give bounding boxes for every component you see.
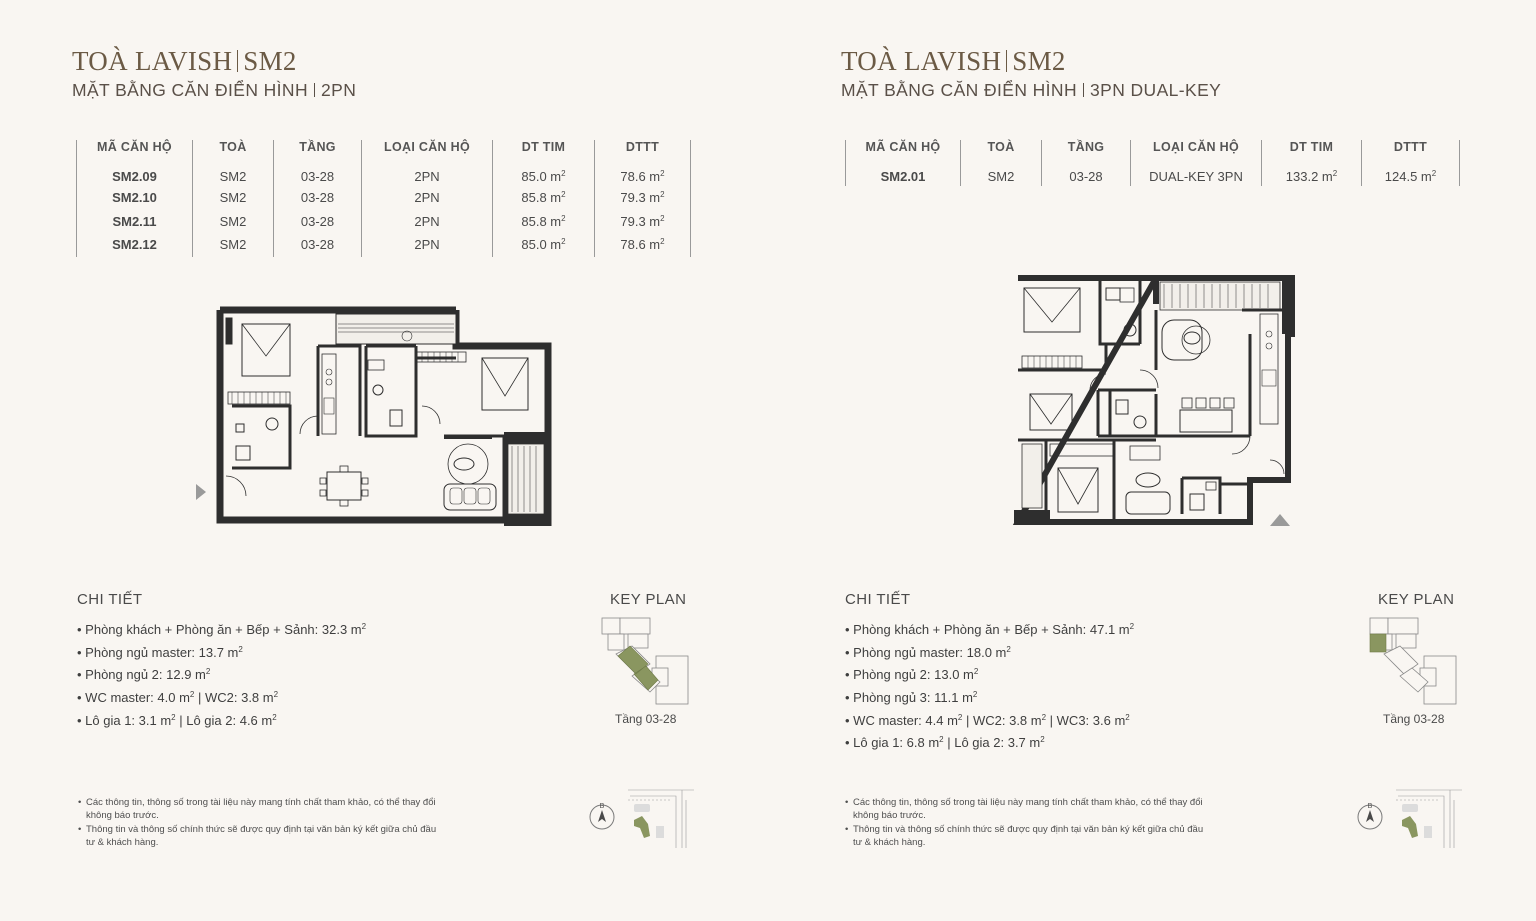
- cell-tower: SM2: [193, 186, 274, 210]
- page-subtitle: [72, 80, 356, 101]
- header-floor: TẦNG: [274, 140, 362, 160]
- header-floor: TẦNG: [1042, 140, 1131, 160]
- header-unit-code: MÃ CĂN HỘ: [846, 140, 961, 160]
- page-title: [841, 46, 1066, 77]
- cell-tower: SM2: [961, 160, 1042, 186]
- subtitle-type: 3PN DUAL-KEY: [1090, 80, 1222, 100]
- cell-floor: 03-28: [274, 160, 362, 186]
- header-unit-code: MÃ CĂN HỘ: [77, 140, 193, 160]
- list-item: • Phòng khách + Phòng ăn + Bếp + Sảnh: 47.1 $m^2$: [845, 622, 1134, 645]
- table-row: [77, 160, 691, 186]
- floor-plan-3pn-dual-key: [1010, 274, 1300, 530]
- table-row: [77, 186, 691, 210]
- details-heading: CHI TIẾT: [77, 591, 143, 608]
- cell-type: 2PN: [362, 210, 493, 234]
- cell-tower: SM2: [193, 160, 274, 186]
- header-unit-type: LOẠI CĂN HỘ: [1131, 140, 1262, 160]
- cell-type: 2PN: [362, 233, 493, 257]
- details-list: [77, 622, 366, 735]
- header-dt-tim: DT TIM: [493, 140, 595, 160]
- title-building: TOÀ LAVISH: [841, 46, 1002, 76]
- cell-code: SM2.10: [77, 186, 193, 210]
- list-item: • Phòng ngủ master: 18.0 $m^2$: [845, 645, 1134, 668]
- key-plan-diagram: [598, 616, 692, 708]
- list-item: • Phòng khách + Phòng ăn + Bếp + Sảnh: 32.3 $m^2$: [77, 622, 366, 645]
- cell-dttt: 124.5 $m^2$: [1362, 160, 1460, 186]
- key-plan-title: KEY PLAN: [610, 591, 687, 608]
- note-item: • Thông tin và thông số chính thức sẽ được quy định tại văn bản ký kết giữa chủ đầu tư & khách hàng.: [78, 823, 438, 850]
- details-heading: CHI TIẾT: [845, 591, 911, 608]
- table-header-row: [846, 140, 1460, 160]
- note-item: • Thông tin và thông số chính thức sẽ được quy định tại văn bản ký kết giữa chủ đầu tư & khách hàng.: [845, 823, 1205, 850]
- unit-spec-table: [845, 140, 1460, 186]
- list-item: • Phòng ngủ master: 13.7 $m^2$: [77, 645, 366, 668]
- cell-dttt: 79.3 $m^2$: [595, 210, 691, 234]
- key-plan-floor: Tầng 03-28: [615, 712, 677, 726]
- list-item: • Phòng ngủ 3: 11.1 $m^2$: [845, 690, 1134, 713]
- page-subtitle: [841, 80, 1221, 101]
- table-row: [77, 210, 691, 234]
- cell-tower: SM2: [193, 233, 274, 257]
- compass-north-label: B: [599, 803, 605, 810]
- title-tower: SM2: [1012, 46, 1066, 76]
- header-dt-tim: DT TIM: [1262, 140, 1362, 160]
- cell-dt-tim: 133.2 $m^2$: [1262, 160, 1362, 186]
- note-item: • Các thông tin, thông số trong tài liệu này mang tính chất tham khảo, có thể thay đổi không báo trước.: [845, 796, 1205, 823]
- cell-dt-tim: 85.0 $m^2$: [493, 233, 595, 257]
- cell-floor: 03-28: [274, 210, 362, 234]
- site-location-map: [1354, 786, 1466, 850]
- list-item: • Phòng ngủ 2: 12.9 $m^2$: [77, 667, 366, 690]
- header-tower: TOÀ: [961, 140, 1042, 160]
- subtitle-plan: MẶT BẰNG CĂN ĐIỂN HÌNH: [72, 80, 309, 100]
- cell-type: 2PN: [362, 186, 493, 210]
- cell-tower: SM2: [193, 210, 274, 234]
- cell-dttt: 78.6 $m^2$: [595, 160, 691, 186]
- cell-dt-tim: 85.0 $m^2$: [493, 160, 595, 186]
- table-row: [846, 160, 1460, 186]
- table-row: [77, 233, 691, 257]
- cell-code: SM2.12: [77, 233, 193, 257]
- cell-floor: 03-28: [1042, 160, 1131, 186]
- list-item: • Lô gia 1: 3.1 $m^2$ | Lô gia 2: 4.6 $m^2$: [77, 713, 366, 736]
- key-plan-title: KEY PLAN: [1378, 591, 1455, 608]
- disclaimer-notes: [845, 796, 1205, 850]
- cell-code: SM2.09: [77, 160, 193, 186]
- cell-dttt: 79.3 $m^2$: [595, 186, 691, 210]
- cell-dt-tim: 85.8 $m^2$: [493, 210, 595, 234]
- floor-plan-2pn: [192, 306, 552, 530]
- page-title: [72, 46, 297, 77]
- header-tower: TOÀ: [193, 140, 274, 160]
- unit-spec-table: [76, 140, 691, 257]
- compass-north-label: B: [1367, 803, 1373, 810]
- subtitle-plan: MẶT BẰNG CĂN ĐIỂN HÌNH: [841, 80, 1078, 100]
- title-tower: SM2: [243, 46, 297, 76]
- site-location-map: [586, 786, 698, 850]
- list-item: • WC master: 4.4 $m^2$ | WC2: 3.8 $m^2$ | WC3: 3.6 $m^2$: [845, 713, 1134, 736]
- cell-type: 2PN: [362, 160, 493, 186]
- right-panel: [768, 0, 1536, 921]
- subtitle-type: 2PN: [321, 80, 357, 100]
- header-dttt: DTTT: [1362, 140, 1460, 160]
- list-item: • WC master: 4.0 $m^2$ | WC2: 3.8 $m^2$: [77, 690, 366, 713]
- list-item: • Lô gia 1: 6.8 $m^2$ | Lô gia 2: 3.7 $m^2$: [845, 735, 1134, 758]
- details-list: [845, 622, 1134, 758]
- cell-floor: 03-28: [274, 186, 362, 210]
- cell-code: SM2.01: [846, 160, 961, 186]
- cell-type: DUAL-KEY 3PN: [1131, 160, 1262, 186]
- cell-dttt: 78.6 $m^2$: [595, 233, 691, 257]
- header-dttt: DTTT: [595, 140, 691, 160]
- cell-floor: 03-28: [274, 233, 362, 257]
- disclaimer-notes: [78, 796, 438, 850]
- table-header-row: [77, 140, 691, 160]
- key-plan-floor: Tầng 03-28: [1383, 712, 1445, 726]
- key-plan-diagram: [1366, 616, 1460, 708]
- cell-dt-tim: 85.8 $m^2$: [493, 186, 595, 210]
- header-unit-type: LOẠI CĂN HỘ: [362, 140, 493, 160]
- title-building: TOÀ LAVISH: [72, 46, 233, 76]
- cell-code: SM2.11: [77, 210, 193, 234]
- list-item: • Phòng ngủ 2: 13.0 $m^2$: [845, 667, 1134, 690]
- note-item: • Các thông tin, thông số trong tài liệu này mang tính chất tham khảo, có thể thay đổi không báo trước.: [78, 796, 438, 823]
